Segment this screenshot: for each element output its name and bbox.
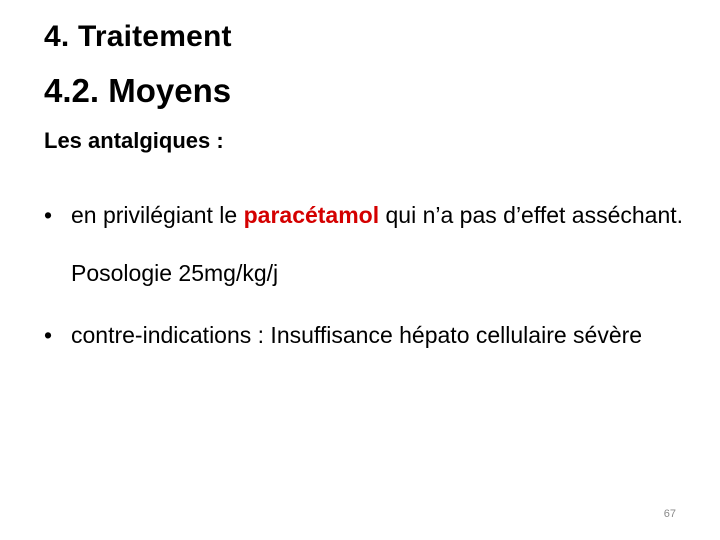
bullet-list (44, 186, 684, 368)
slide-subtitle: 4.2. Moyens (44, 72, 232, 109)
slide-title: 4. Traitement (44, 20, 232, 53)
bullet-item-contraindications (44, 306, 684, 364)
bullet-text: contre-indications : Insuffisance hépato cellulaire sévère (71, 322, 643, 348)
bullet-item-paracetamol (44, 186, 684, 302)
bullet-marker-icon: • (44, 202, 53, 228)
bullet-marker-icon: • (44, 322, 53, 348)
page-number: 67 (663, 508, 676, 520)
highlighted-drug-name: paracétamol (243, 202, 380, 228)
bullet-text-after: qui n’a pas d’effet asséchant. Posologie 25mg/kg/j (71, 202, 684, 286)
section-label: Les antalgiques : (44, 128, 224, 153)
bullet-text-before: en privilégiant le (71, 202, 244, 228)
